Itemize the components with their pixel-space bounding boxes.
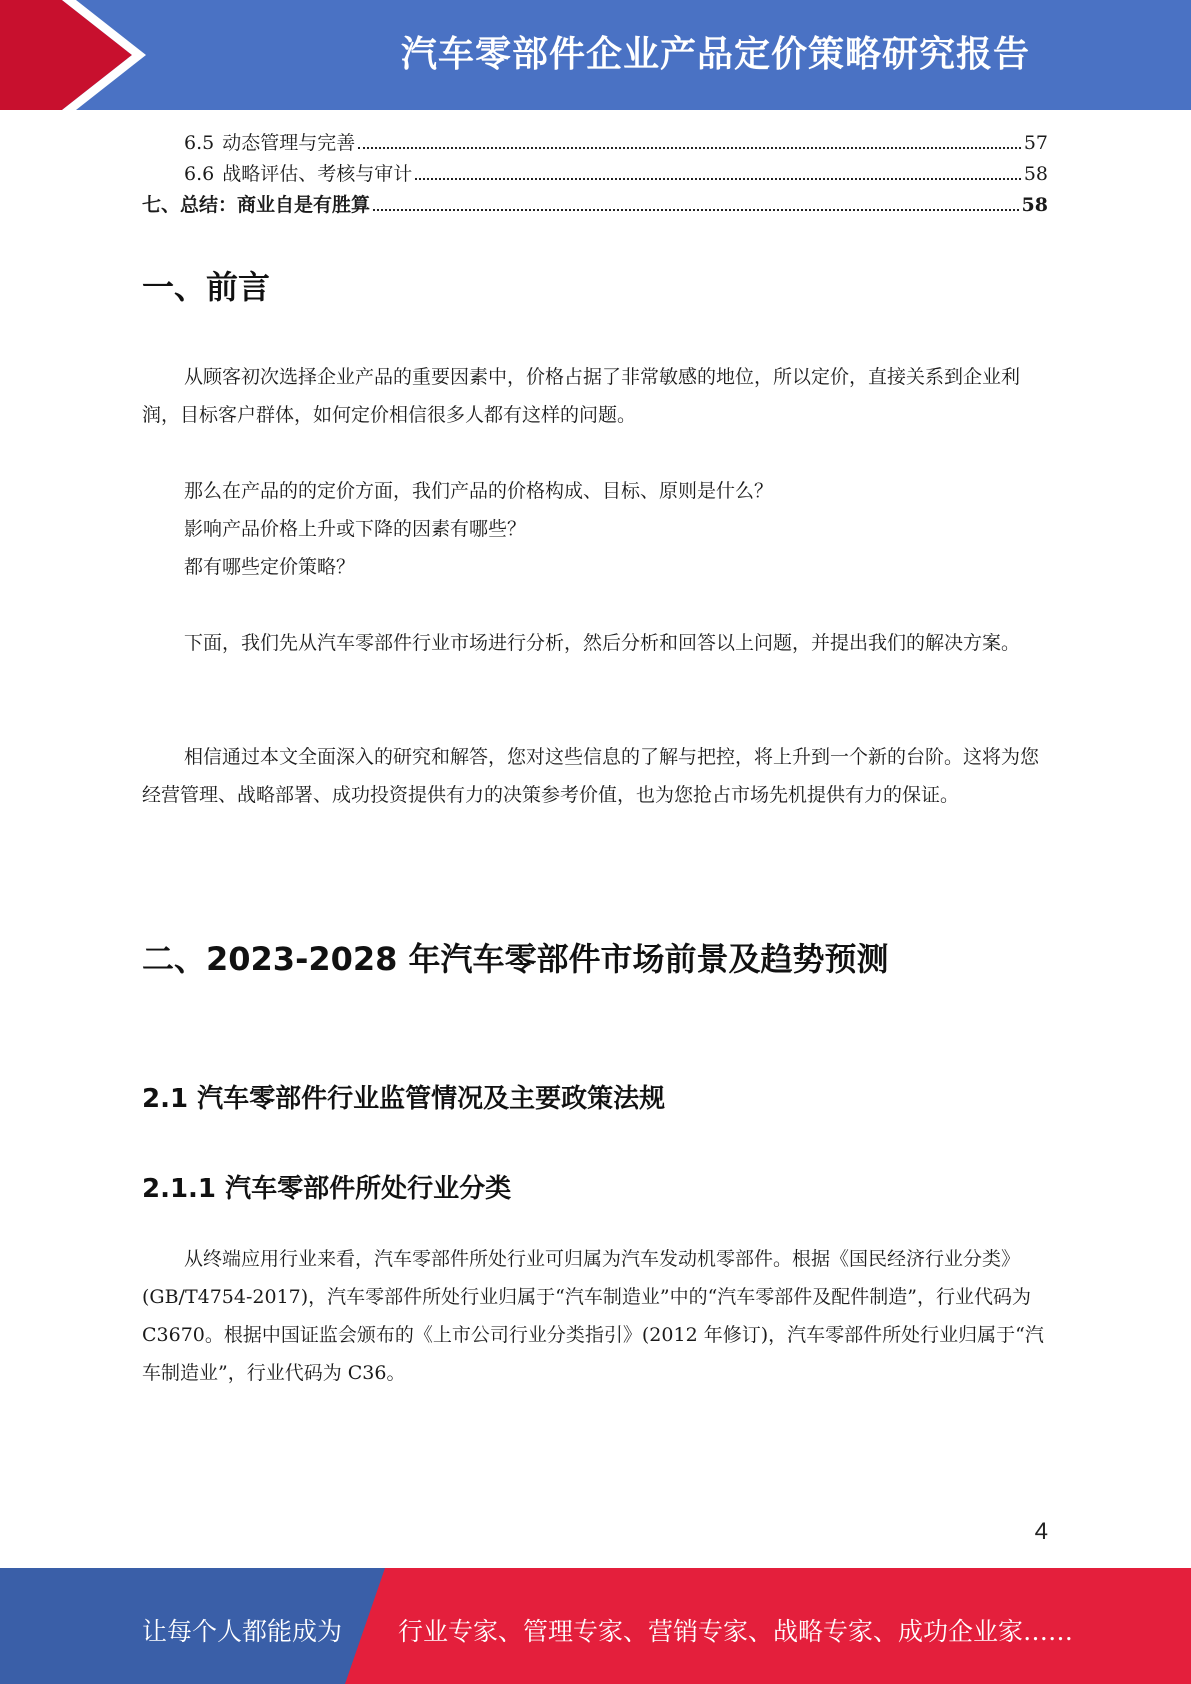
toc-leader-dots [373, 209, 1019, 211]
toc-entry-page: 57 [1023, 132, 1048, 154]
footer-slogan-left: 让每个人都能成为 [142, 1617, 343, 1646]
page-number: 4 [1034, 1518, 1048, 1545]
toc-entry-page: 58 [1021, 194, 1048, 216]
section-heading-preface: 一、前言 [142, 268, 271, 306]
toc-entry-title: 七、总结：商业自是有胜算 [142, 194, 371, 216]
page-header [0, 0, 1191, 110]
subsection-heading: 2.1 汽车零部件行业监管情况及主要政策法规 [142, 1084, 666, 1114]
toc-entry-title: 战略评估、考核与审计 [222, 163, 413, 185]
toc-entry-title: 动态管理与完善 [222, 132, 356, 154]
toc-entry[interactable] [142, 128, 1048, 159]
toc-entry-number: 6.6 [184, 163, 215, 185]
subsection-heading: 2.1.1 汽车零部件所处行业分类 [142, 1174, 512, 1204]
toc-entry[interactable] [142, 159, 1048, 190]
toc-entry-number: 6.5 [184, 132, 215, 154]
section-heading-market-outlook: 二、2023-2028 年汽车零部件市场前景及趋势预测 [142, 940, 889, 978]
toc-entry-page: 58 [1023, 163, 1048, 185]
paragraph: 相信通过本文全面深入的研究和解答，您对这些信息的了解与把控，将上升到一个新的台阶。这将为您经营管理、战略部署、成功投资提供有力的决策参考价值，也为您抢占市场先机提供有力的保证。 [142, 746, 1040, 806]
toc-leader-dots [358, 147, 1021, 149]
paragraph: 从终端应用行业来看，汽车零部件所处行业可归属为汽车发动机零部件。根据《国民经济行业分类》(GB/T4754-2017)，汽车零部件所处行业归属于“汽车制造业”中的“汽车零部件及配件制造”，行业代码为 C3670。根据中国证监会颁布的《上市公司行业分类指引》(2012 年修订)，汽车零部件所处行业归属于“汽车制造业”，行业代码为 C36。 [142, 1248, 1044, 1384]
table-of-contents [142, 128, 1048, 221]
question-line: 影响产品价格上升或下降的因素有哪些？ [184, 518, 527, 540]
footer-slogan-right: 行业专家、管理专家、营销专家、战略专家、成功企业家…… [398, 1617, 1074, 1646]
toc-leader-dots [415, 178, 1021, 180]
question-line: 那么在产品的的定价方面，我们产品的价格构成、目标、原则是什么？ [184, 480, 774, 502]
paragraph: 下面，我们先从汽车零部件行业市场进行分析，然后分析和回答以上问题，并提出我们的解决方案。 [184, 632, 1021, 654]
question-line: 都有哪些定价策略？ [184, 556, 356, 578]
toc-entry[interactable] [142, 190, 1048, 221]
paragraph: 从顾客初次选择企业产品的重要因素中，价格占据了非常敏感的地位，所以定价，直接关系到企业利润，目标客户群体，如何定价相信很多人都有这样的问题。 [142, 366, 1021, 426]
report-title: 汽车零部件企业产品定价策略研究报告 [400, 34, 1030, 75]
page-footer [0, 1568, 1191, 1684]
